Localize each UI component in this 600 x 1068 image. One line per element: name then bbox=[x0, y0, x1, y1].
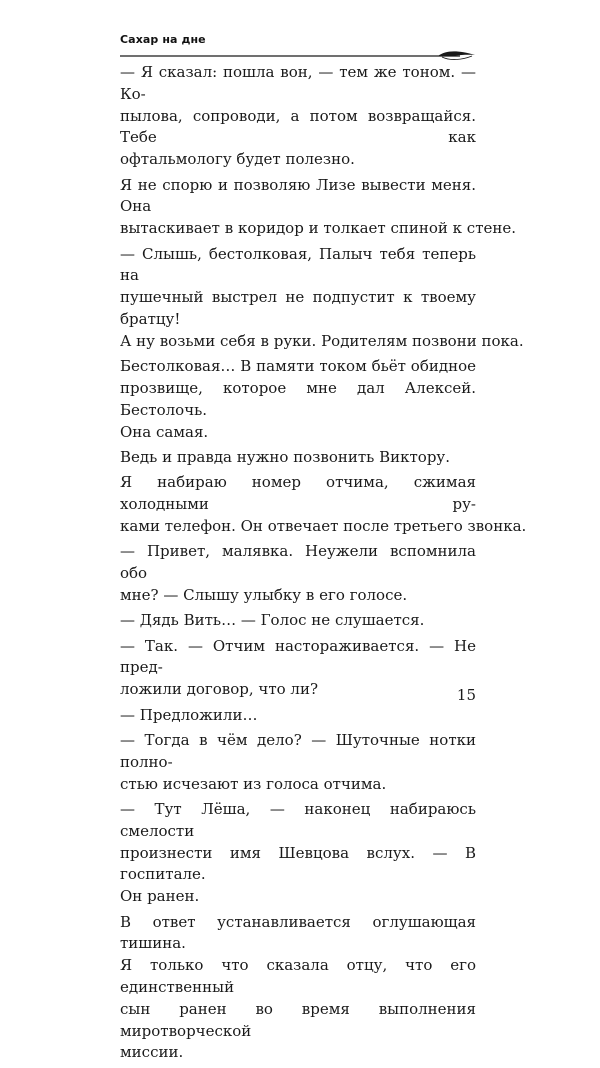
text-line: Он ранен. bbox=[120, 887, 200, 906]
paragraph bbox=[120, 730, 476, 795]
paragraph bbox=[120, 175, 517, 240]
text-line: миссии. bbox=[120, 1043, 184, 1062]
paragraph bbox=[120, 447, 476, 469]
text-line: — Дядь Вить… — Голос не слушается. bbox=[120, 611, 425, 630]
text-line: — Я сказал: пошла вон, — тем же тоном. — Ко- bbox=[120, 63, 476, 103]
paragraph bbox=[120, 912, 476, 1065]
paragraph bbox=[120, 472, 527, 537]
text-line: вытаскивает в коридор и толкает спиной к стене. bbox=[120, 219, 517, 238]
text-line: офтальмологу будет полезно. bbox=[120, 150, 355, 169]
text-line: Я не спорю и позволяю Лизе вывести меня. Она bbox=[120, 175, 476, 216]
running-title: Сахар на дне bbox=[120, 33, 206, 46]
paragraph bbox=[120, 610, 476, 632]
paragraph bbox=[120, 799, 476, 908]
text-line: — Так. — Отчим настораживается. — Не пред- bbox=[120, 636, 476, 677]
text-line: А ну возьми себя в руки. Родителям позвони пока. bbox=[120, 331, 524, 350]
text-line: сын ранен во время выполнения миротворческой bbox=[120, 999, 476, 1040]
paragraph bbox=[120, 541, 476, 606]
text-line: — Слышь, бестолковая, Палыч тебя теперь на bbox=[120, 244, 476, 285]
body-text bbox=[120, 62, 527, 1068]
paragraph bbox=[120, 705, 476, 727]
text-line: ложили договор, что ли? bbox=[120, 680, 319, 699]
paragraph bbox=[120, 244, 524, 353]
text-line: Я только что сказала отцу, что его единственный bbox=[120, 956, 476, 996]
text-line: — Привет, малявка. Неужели вспомнила обо bbox=[120, 542, 476, 583]
paragraph bbox=[120, 62, 476, 171]
text-line: произнести имя Шевцова вслух. — В госпитале. bbox=[120, 843, 476, 884]
text-line: Бестолковая… В памяти током бьёт обидное bbox=[120, 357, 476, 376]
text-line: пылова, сопроводи, а потом возвращайся. Тебе как bbox=[120, 106, 476, 147]
text-line: Я набираю номер отчима, сжимая холодными ру- bbox=[120, 473, 476, 514]
page-number: 15 bbox=[456, 686, 476, 704]
text-line: прозвище, которое мне дал Алексей. Бестолочь. bbox=[120, 378, 476, 419]
text-line: Она самая. bbox=[120, 422, 209, 441]
text-line: мне? — Слышу улыбку в его голосе. bbox=[120, 585, 408, 604]
paragraph bbox=[120, 636, 476, 701]
text-line: Ведь и правда нужно позвонить Виктору. bbox=[120, 447, 451, 466]
paragraph bbox=[120, 356, 476, 443]
text-line: стью исчезают из голоса отчима. bbox=[120, 774, 387, 793]
text-line: — Тут Лёша, — наконец набираюсь смелости bbox=[120, 800, 476, 840]
text-line: — Предложили… bbox=[120, 705, 258, 724]
text-line: ками телефон. Он отвечает после третьего звонка. bbox=[120, 516, 527, 535]
text-line: — Тогда в чём дело? — Шуточные нотки полно- bbox=[120, 731, 476, 771]
text-line: В ответ устанавливается оглушающая тишина. bbox=[120, 912, 476, 953]
text-line: пушечный выстрел не подпустит к твоему братцу! bbox=[120, 288, 476, 328]
